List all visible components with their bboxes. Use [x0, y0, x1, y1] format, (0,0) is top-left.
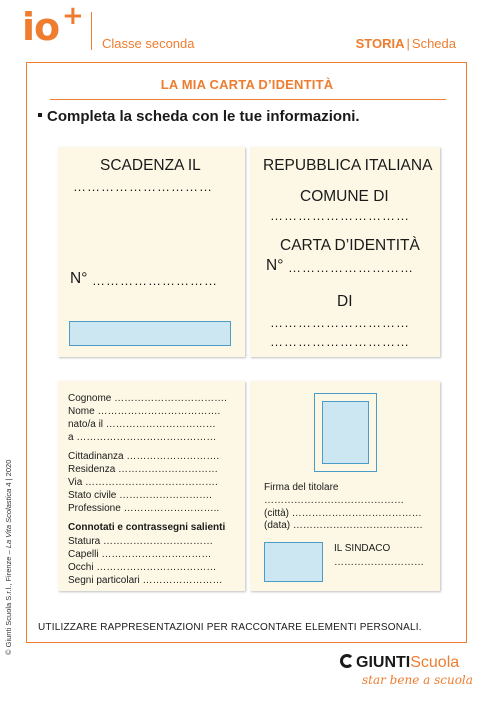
mayor-signature-field[interactable]: ……………………… [334, 557, 424, 568]
name-field[interactable]: Nome ………………………………. [68, 406, 221, 417]
marks-field[interactable]: Segni particolari …………………… [68, 575, 223, 586]
birth-place-field[interactable]: a …………………………………… [68, 432, 217, 443]
subject-separator: | [406, 36, 410, 51]
date-field[interactable]: (data) ………………………………… [264, 520, 423, 531]
giunti-g-icon [340, 654, 354, 668]
mayor-label: IL SINDACO [334, 543, 391, 554]
residence-field[interactable]: Residenza ………………………… [68, 464, 219, 475]
side-credit: © Giunti Scuola S.r.l., Firenze – La Vita Scolastica 4 | 2020 [4, 459, 13, 655]
title-underline [50, 99, 446, 100]
expiry-label: SCADENZA IL [100, 157, 201, 174]
class-label: Classe seconda [102, 36, 195, 51]
eyes-field[interactable]: Occhi ……………………………… [68, 562, 217, 573]
municipality-label: COMUNE DI [300, 188, 389, 205]
signature-field[interactable]: …………………………………… [264, 495, 404, 506]
giunti-scuola-logo [340, 654, 459, 672]
signature-label: Firma del titolare [264, 482, 339, 493]
number-field-left[interactable]: ……………………… [92, 273, 218, 288]
features-heading: Connotati e contrassegni salienti [68, 522, 226, 533]
stamp-box [69, 321, 231, 346]
header-divider [91, 12, 92, 50]
hair-field[interactable]: Capelli …………………………… [68, 549, 212, 560]
bullet-icon [38, 113, 42, 117]
city-field[interactable]: (città) ………………………………… [264, 508, 422, 519]
di-field-2[interactable]: ………………………… [270, 334, 410, 349]
birth-date-field[interactable]: nato/a il …………………………… [68, 419, 216, 430]
street-field[interactable]: Via …………………………………. [68, 477, 218, 488]
marital-status-field[interactable]: Stato civile ………………………. [68, 490, 212, 501]
instruction [38, 108, 360, 125]
scuola-word: Scuola [410, 654, 460, 671]
mayor-stamp-box [264, 542, 323, 582]
page-title: LA MIA CARTA D’IDENTITÀ [160, 77, 334, 92]
identity-card-label: CARTA D’IDENTITÀ [280, 237, 420, 254]
republic-label: REPUBBLICA ITALIANA [263, 157, 433, 174]
surname-field[interactable]: Cognome ……………………………. [68, 393, 227, 404]
giunti-word: GIUNTI [356, 654, 411, 671]
sheet-label: Scheda [411, 36, 456, 51]
io-logo-plus: + [62, 1, 84, 31]
io-logo: io [22, 5, 60, 49]
subject-name: STORIA [355, 36, 405, 51]
municipality-field[interactable]: ………………………… [270, 208, 410, 223]
citizenship-field[interactable]: Cittadinanza ………………………. [68, 451, 220, 462]
brand-tagline: star bene a scuola [362, 673, 473, 687]
number-label-left: N° [70, 270, 88, 287]
di-label: DI [337, 293, 353, 310]
di-field-1[interactable]: ………………………… [270, 315, 410, 330]
footer-note: UTILIZZARE RAPPRESENTAZIONI PER RACCONTARE ELEMENTI PERSONALI. [38, 622, 422, 633]
height-field[interactable]: Statura …………………………… [68, 536, 214, 547]
expiry-field[interactable]: ………………………… [73, 179, 213, 194]
photo-area[interactable] [322, 401, 369, 464]
number-field-right[interactable]: ……………………… [288, 260, 414, 275]
number-label-right: N° [266, 257, 284, 274]
profession-field[interactable]: Professione ……………………….. [68, 503, 220, 514]
subject-label [356, 36, 456, 51]
instruction-text: Completa la scheda con le tue informazioni. [47, 108, 360, 125]
